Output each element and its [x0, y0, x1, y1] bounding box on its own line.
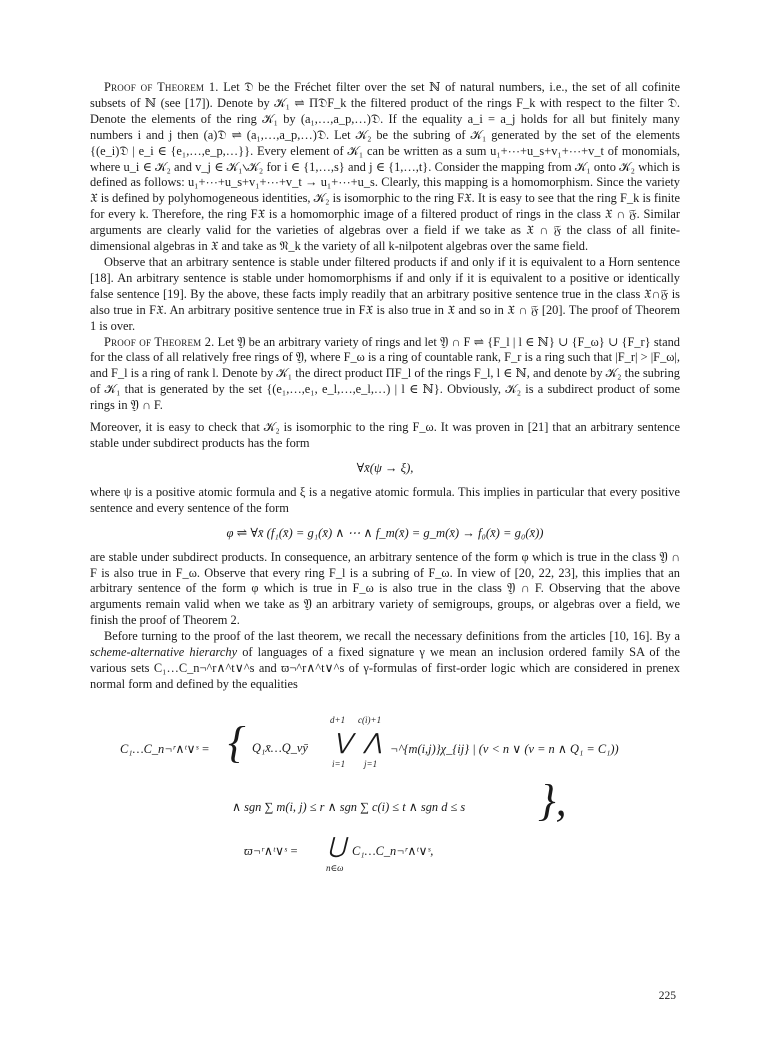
proof-heading: Proof of Theorem 1. — [104, 80, 219, 94]
definitions-paragraph — [90, 629, 680, 693]
disjunction-lower-limit: i=1 — [332, 758, 346, 769]
formula-phi-definition: φ ⇌ ∀x̄ (f₁(x̄) = g₁(x̄) ∧ ⋯ ∧ f_m(x̄) = g_m(x̄) → f₀(x̄) = g₀(x̄)) — [226, 525, 544, 540]
proof-theorem-1-paragraph — [90, 80, 680, 255]
display-lhs: C₁…C_n¬ʳ∧ᵗ∨ˢ = — [120, 741, 210, 756]
disjunction-upper-limit: d+1 — [330, 714, 346, 725]
paragraph-text: Before turning to the proof of the last theorem, we recall the necessary definitions from the articles [10, 16]. By a — [104, 629, 680, 644]
subdirect-paragraph: Moreover, it is easy to check that 𝒦₂ is isomorphic to the ring F_ω. It was proven in [21] that an arbitrary sentence stable under subdirect products has the form — [90, 420, 680, 450]
stability-paragraph: Observe that an arbitrary sentence is stable under filtered products if and only if it is equivalent to a Horn sentence [18]. An arbitrary sentence is stable under homomorphisms if and only if it is equivalent to a positive or identically false sentence [19]. By the above, these facts imply readily that an arbitrary positive sentence true in the class 𝔛∩𝔉 is also true in F𝔛. An arbitrary positive sentence true in F𝔛 is also true in 𝔛 and so in 𝔛 ∩ 𝔉 [20]. The proof of Theorem 1 is over. — [90, 254, 680, 333]
paragraph-text: Let 𝔇 be the Fréchet filter over the set ℕ of natural numbers, i.e., the set of all cofinite subsets of ℕ (see [17]). Denote by 𝒦₁ ⇌ Π𝔇F_k the filtered product of the rings F_k with respect to the filter 𝔇. Denote the elements of the ring 𝒦₁ by (a₁,…,a_p,…)𝔇. If the equality a_i = a_j holds for all but finitely many numbers i and j then (a)𝔇 ⇌ (a₁,…,a_p,…)𝔇. Let 𝒦₂ be the subring of 𝒦₁ generated by the set of the elements {(e_i)𝔇 | e_i ∈ {e₁,…,e_p,…}}. Every element of 𝒦₁ can be written as a sum u₁+⋯+u_s+v₁+⋯+v_t of monomials, where u_i ∈ 𝒦₂ and v_j ∈ 𝒦₁∖𝒦₂ for i ∈ {1,…,s} and j ∈ {1,…,t}. Consider the mapping from 𝒦₁ onto 𝒦₂ which is defined as follows: u₁+⋯+u_s+v₁+⋯+v_t → u₁+⋯+u_s. Clearly, this mapping is a homomorphism. Since the variety 𝔛 is defined by polyhomogeneous identities, 𝒦₂ is isomorphic to the ring F𝔛. It is easy to see that the ring F_k is finite for every k. Therefore, the ring F𝔛 is a homomorphic image of a filtered product of rings in the class 𝔛 ∩ 𝔉. Similar arguments are clearly valid for the varieties of algebras over a field if we take as 𝔛 ∩ 𝔉 the class of all finite-dimensional algebras in 𝔛 and take as 𝔑_k the variety of all k-nilpotent algebras over the same field. — [90, 80, 680, 254]
union-lhs: ϖ¬ʳ∧ᵗ∨ˢ = — [244, 843, 299, 858]
paragraph-text: of languages of a fixed signature γ we mean an inclusion ordered family SA of the various sets C₁…C_n¬^r∧^t∨^s and ϖ¬^r∧^t∨^s of γ-formulas of first-order logic which are considered in prenex normal form and defined by the equalities — [90, 645, 680, 691]
display-body: ¬^{m(i,j)}χ_{ij} | (v < n ∨ (v = n ∧ Q₁ = C₁)) — [390, 741, 619, 756]
page-number: 225 — [658, 990, 676, 1002]
close-brace: }, — [538, 775, 567, 825]
conclusion-paragraph: are stable under subdirect products. In consequence, an arbitrary sentence of the form φ which is true in the class 𝔜 ∩ F is also true in F_ω. Observe that every ring F_l is a subring of F_ω. In view of [20, 22, 23], this implies that an arbitrary sentence of the form φ which is true in F_ω is also true in the class 𝔜 ∩ F. Observing that the above arguments remain valid when we take as 𝔜 an arbitrary variety of semigroups, groups, or algebras over a field, we finish the proof of Theorem 2. — [90, 549, 680, 628]
paragraph-text: Let 𝔜 be an arbitrary variety of rings and let 𝔜 ∩ F ⇌ {F_l | l ∈ ℕ} ∪ {F_ω} ∪ {F_r} stand for the class of all relatively free rings of 𝔜, where F_ω is a ring of countable rank, F_r is a ring such that |F_r| > |F_ω|, and F_l is a ring of rank l. Denote by 𝒦₁ the direct product ΠF_l of the rings F_l, l ∈ ℕ, and denote by 𝒦₂ the subring of 𝒦₁ that is generated by the set {(e₁,…,e₁, e_l,…,e_l,…) | l ∈ ℕ}. Obviously, 𝒦₂ is a subdirect product of some rings in 𝔜 ∩ F. — [90, 334, 680, 413]
proof-heading: Proof of Theorem 2. — [104, 334, 215, 349]
conjunction-lower-limit: j=1 — [364, 758, 378, 769]
big-disjunction-symbol: ⋁ — [334, 728, 353, 754]
open-brace: { — [228, 717, 246, 767]
emphasized-term: scheme-alternative hierarchy — [90, 645, 238, 660]
hierarchy-definition-display — [90, 707, 680, 877]
atomic-formula-paragraph: where ψ is a positive atomic formula and ξ is a negative atomic formula. This implies in particular that every positive sentence and every sentence of the form — [90, 484, 680, 515]
quantifier-prefix: Q₁x̄…Q_vȳ — [252, 740, 308, 755]
union-rhs: C₁…C_n¬ʳ∧ᵗ∨ˢ, — [352, 843, 434, 858]
formula-subdirect-form: ∀x̄(ψ → ξ), — [356, 460, 414, 475]
proof-theorem-2-paragraph — [90, 335, 680, 415]
display-constraints: ∧ sgn ∑ m(i, j) ≤ r ∧ sgn ∑ c(i) ≤ t ∧ sgn d ≤ s — [232, 799, 466, 814]
big-conjunction-symbol: ⋀ — [364, 728, 383, 754]
conjunction-upper-limit: c(i)+1 — [358, 714, 382, 725]
union-lower-limit: n∈ω — [326, 862, 344, 873]
big-union-symbol: ⋃ — [328, 832, 347, 858]
